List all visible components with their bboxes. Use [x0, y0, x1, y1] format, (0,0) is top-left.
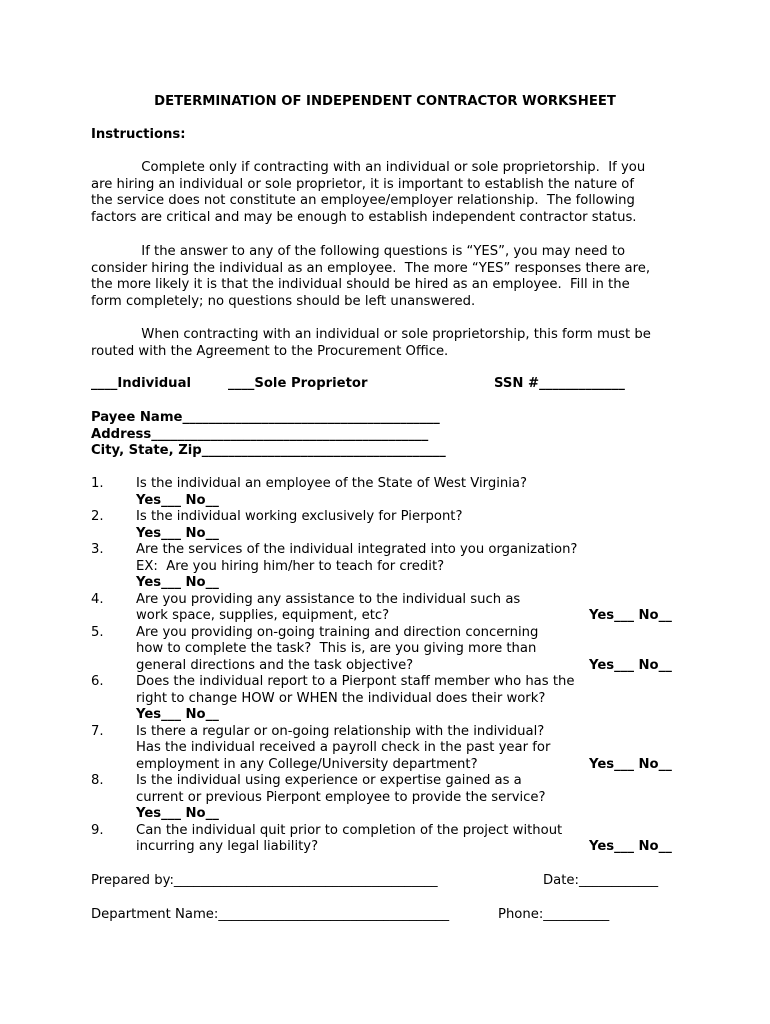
question-line: Are you providing any assistance to the individual such as	[136, 591, 521, 607]
paragraph-line: Complete only if contracting with an individual or sole proprietorship. If you	[91, 160, 646, 175]
question-line: incurring any legal liability?	[136, 839, 319, 854]
question-line: Are you providing on-going training and direction concerning	[136, 624, 539, 640]
question-line: Does the individual report to a Pierpont staff member who has the	[136, 674, 575, 689]
city-state-zip-field[interactable]: City, State, Zip_____________________________________	[91, 443, 446, 458]
question-line: current or previous Pierpont employee to provide the service?	[136, 789, 546, 805]
question-text	[136, 823, 562, 856]
question-line: Can the individual quit prior to completion of the project without	[136, 822, 563, 838]
question-text	[136, 674, 574, 707]
department-name-field[interactable]: Department Name:___________________________________	[91, 907, 450, 922]
paragraph-line: routed with the Agreement to the Procurement Office.	[91, 343, 449, 359]
question-line: how to complete the task? This is, are you giving more than	[136, 641, 537, 656]
address-field[interactable]: Address__________________________________________	[91, 427, 429, 442]
instructions-paragraph-3	[91, 327, 691, 360]
question-number: 9.	[91, 822, 104, 838]
question-line: Is the individual an employee of the State of West Virginia?	[136, 476, 527, 491]
question-line: Has the individual received a payroll check in the past year for	[136, 740, 551, 755]
question-number: 5.	[91, 624, 104, 640]
phone-field[interactable]: Phone:__________	[498, 907, 610, 922]
question-line: general directions and the task objective?	[136, 657, 414, 673]
yes-no-answer[interactable]: Yes___ No__	[136, 575, 219, 590]
question-line: EX: Are you hiring him/her to teach for credit?	[136, 558, 445, 574]
paragraph-line: If the answer to any of the following questions is “YES”, you may need to	[91, 244, 626, 259]
question-number: 1.	[91, 476, 104, 491]
question-line: work space, supplies, equipment, etc?	[136, 608, 390, 623]
question-text	[136, 592, 520, 625]
prepared-by-field[interactable]: Prepared by:________________________________________	[91, 873, 438, 888]
question-number: 2.	[91, 509, 104, 524]
question-line: Are the services of the individual integrated into you organization?	[136, 542, 578, 557]
question-line: Is the individual working exclusively for Pierpont?	[136, 509, 463, 524]
yes-no-answer[interactable]: Yes___ No__	[589, 657, 672, 673]
question-line: Is the individual using experience or expertise gained as a	[136, 773, 522, 788]
payee-name-field[interactable]: Payee Name_______________________________________	[91, 410, 440, 425]
question-text	[136, 773, 546, 806]
question-line: right to change HOW or WHEN the individual does their work?	[136, 690, 546, 706]
paragraph-line: form completely; no questions should be left unanswered.	[91, 293, 476, 309]
individual-checkbox-field[interactable]: ____Individual	[91, 376, 191, 391]
yes-no-answer[interactable]: Yes___ No__	[136, 525, 219, 541]
yes-no-answer[interactable]: Yes___ No__	[136, 707, 219, 722]
date-field[interactable]: Date:____________	[543, 873, 659, 888]
page-title: DETERMINATION OF INDEPENDENT CONTRACTOR WORKSHEET	[154, 94, 616, 109]
question-line: employment in any College/University department?	[136, 756, 478, 772]
yes-no-answer[interactable]: Yes___ No__	[136, 806, 219, 821]
paragraph-line: consider hiring the individual as an employee. The more “YES” responses there are,	[91, 260, 651, 276]
question-line: Is there a regular or on-going relationship with the individual?	[136, 723, 545, 739]
yes-no-answer[interactable]: Yes___ No__	[136, 492, 219, 508]
instructions-paragraph-1	[91, 160, 691, 226]
question-text	[136, 509, 462, 526]
instructions-paragraph-2	[91, 244, 691, 310]
ssn-field[interactable]: SSN #_____________	[494, 376, 625, 391]
question-number: 8.	[91, 773, 104, 788]
question-text	[136, 625, 538, 675]
yes-no-answer[interactable]: Yes___ No__	[589, 608, 672, 623]
paragraph-line: factors are critical and may be enough to establish independent contractor status.	[91, 209, 637, 225]
question-number: 6.	[91, 674, 104, 689]
yes-no-answer[interactable]: Yes___ No__	[589, 839, 672, 854]
paragraph-line: When contracting with an individual or sole proprietorship, this form must be	[91, 327, 651, 342]
yes-no-answer[interactable]: Yes___ No__	[589, 756, 672, 772]
paragraph-line: are hiring an individual or sole proprietor, it is important to establish the nature of	[91, 176, 634, 192]
question-text	[136, 542, 577, 575]
sole-proprietor-checkbox-field[interactable]: ____Sole Proprietor	[228, 376, 368, 391]
paragraph-line: the service does not constitute an employee/employer relationship. The following	[91, 193, 635, 208]
question-number: 4.	[91, 591, 104, 607]
question-text	[136, 724, 550, 774]
paragraph-line: the more likely it is that the individual should be hired as an employee. Fill in the	[91, 277, 630, 292]
question-number: 3.	[91, 542, 104, 557]
question-number: 7.	[91, 723, 104, 739]
question-text	[136, 476, 527, 493]
instructions-heading: Instructions:	[91, 127, 186, 142]
